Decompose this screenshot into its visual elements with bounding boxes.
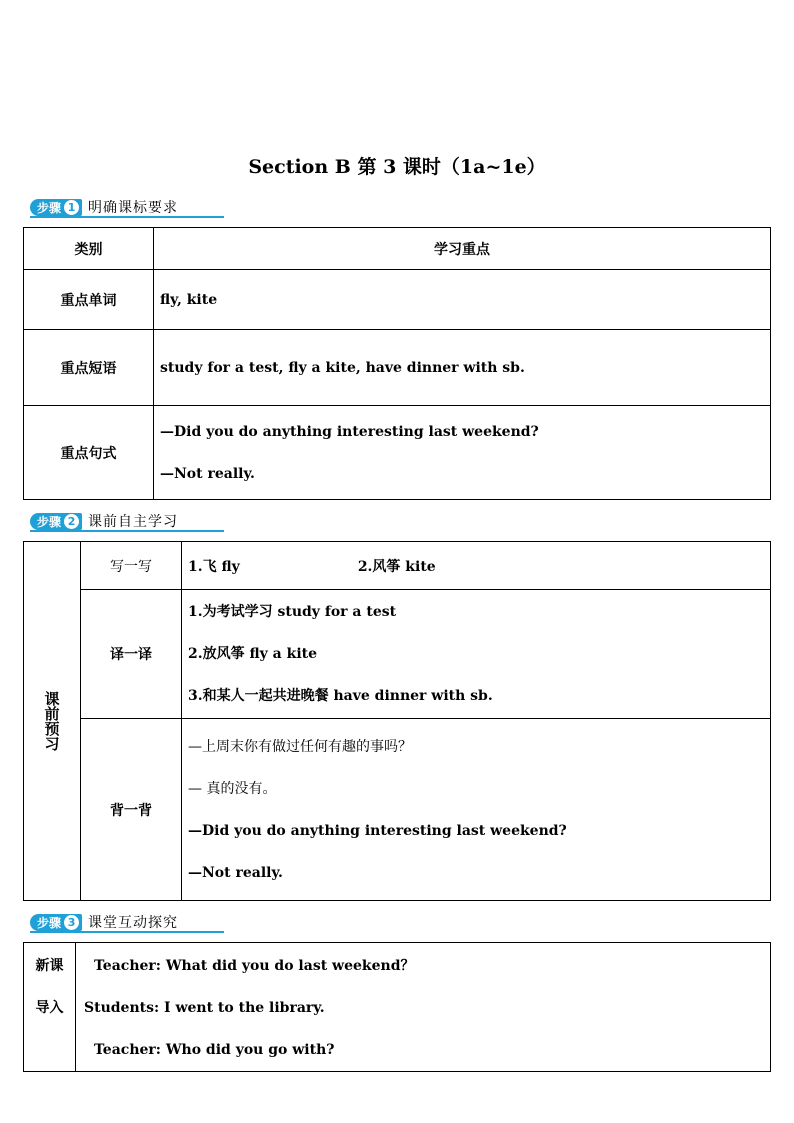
table-row [24, 330, 771, 406]
content-line: —上周末你有做过任何有趣的事吗？ [188, 738, 412, 755]
content-line: study for a test, fly a kite, have dinner with sb. [160, 359, 525, 376]
step-number: 1 [64, 200, 79, 215]
row-label: 重点句式 [24, 406, 154, 500]
content-line: 2.风筝 kite [357, 558, 436, 575]
side-label-cell [24, 542, 81, 901]
content-line: 1.飞 fly [188, 558, 240, 575]
table-row [24, 406, 771, 500]
content-line: 3.和某人一起共进晚餐 have dinner with sb. [188, 688, 493, 704]
table-row [24, 270, 771, 330]
step-3-title: 课堂互动探究 [88, 915, 179, 931]
table-preview [23, 541, 771, 901]
step-3-badge [30, 914, 82, 931]
side-label: 课前预习 [42, 691, 61, 751]
row-content [76, 943, 771, 1072]
row-content [154, 270, 771, 330]
table-row [24, 542, 771, 590]
content-line: Teacher: What did you do last weekend？ [94, 958, 415, 974]
step-3-header [30, 912, 178, 932]
content-line: Students: I went to the library. [84, 1000, 325, 1016]
row-label: 背一背 [81, 719, 182, 901]
side-label-cell [24, 943, 76, 1072]
page-title: Section B 第 3 课时（1a~1e） [248, 156, 546, 178]
content-line: fly, kite [160, 291, 218, 308]
content-line: Teacher: Who did you go with? [94, 1042, 335, 1058]
step-number: 2 [64, 514, 79, 529]
table-row [24, 719, 771, 901]
content-line: — 真的没有。 [188, 780, 277, 797]
row-content [154, 406, 771, 500]
step-badge-label: 步骤 [37, 514, 62, 529]
side-label: 导入 [35, 1000, 64, 1016]
content-line: —Did you do anything interesting last weekend? [160, 423, 539, 440]
table-row [24, 590, 771, 719]
row-label: 重点短语 [24, 330, 154, 406]
row-label: 写一写 [81, 542, 182, 590]
side-label: 新课 [35, 958, 64, 974]
step-2-badge [30, 513, 82, 530]
step-number: 3 [64, 915, 79, 930]
table-header-row [24, 228, 771, 270]
step-1-title: 明确课标要求 [88, 200, 179, 216]
step-2-title: 课前自主学习 [88, 514, 179, 530]
row-content [182, 590, 771, 719]
step-underline [30, 216, 224, 218]
row-label: 译一译 [81, 590, 182, 719]
header-category: 类别 [24, 228, 154, 270]
step-underline [30, 931, 224, 933]
step-2-header [30, 511, 178, 531]
header-focus: 学习重点 [154, 228, 771, 270]
table-learning-focus [23, 227, 771, 500]
step-underline [30, 530, 224, 532]
content-line: —Not really. [188, 864, 283, 881]
table-row [24, 943, 771, 1072]
step-badge-label: 步骤 [37, 915, 62, 930]
step-badge-label: 步骤 [37, 200, 62, 215]
content-line: 2.放风筝 fly a kite [188, 646, 318, 662]
row-content [154, 330, 771, 406]
table-new-lesson [23, 942, 771, 1072]
content-line: —Did you do anything interesting last weekend? [188, 822, 567, 839]
row-content [182, 542, 771, 590]
step-1-badge [30, 199, 82, 216]
step-1-header [30, 197, 178, 217]
row-content [182, 719, 771, 901]
content-line: —Not really. [160, 465, 255, 482]
row-label: 重点单词 [24, 270, 154, 330]
content-line: 1.为考试学习 study for a test [188, 604, 397, 620]
